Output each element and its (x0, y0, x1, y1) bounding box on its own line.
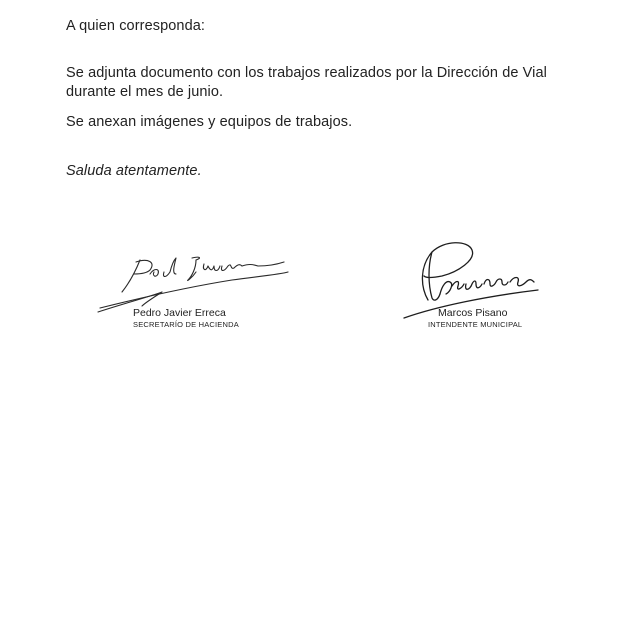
signatory-name: Pedro Javier Erreca (133, 307, 226, 319)
signatory-left (133, 307, 239, 329)
letter-greeting: A quien corresponda: (66, 18, 206, 34)
body-line-2: durante el mes de junio. (66, 84, 224, 100)
body-line-1: Se adjunta documento con los trabajos realizados por la Dirección de Vial (66, 65, 547, 81)
signatory-role: SECRETARÍO DE HACIENDA (133, 320, 239, 329)
signatory-right (428, 307, 522, 329)
letter-body-paragraph-1 (66, 64, 547, 102)
signatory-name: Marcos Pisano (438, 307, 508, 319)
letter-closing: Saluda atentamente. (66, 163, 202, 179)
signatory-role: INTENDENTE MUNICIPAL (428, 320, 523, 329)
letter-body-paragraph-2: Se anexan imágenes y equipos de trabajos. (66, 114, 353, 130)
